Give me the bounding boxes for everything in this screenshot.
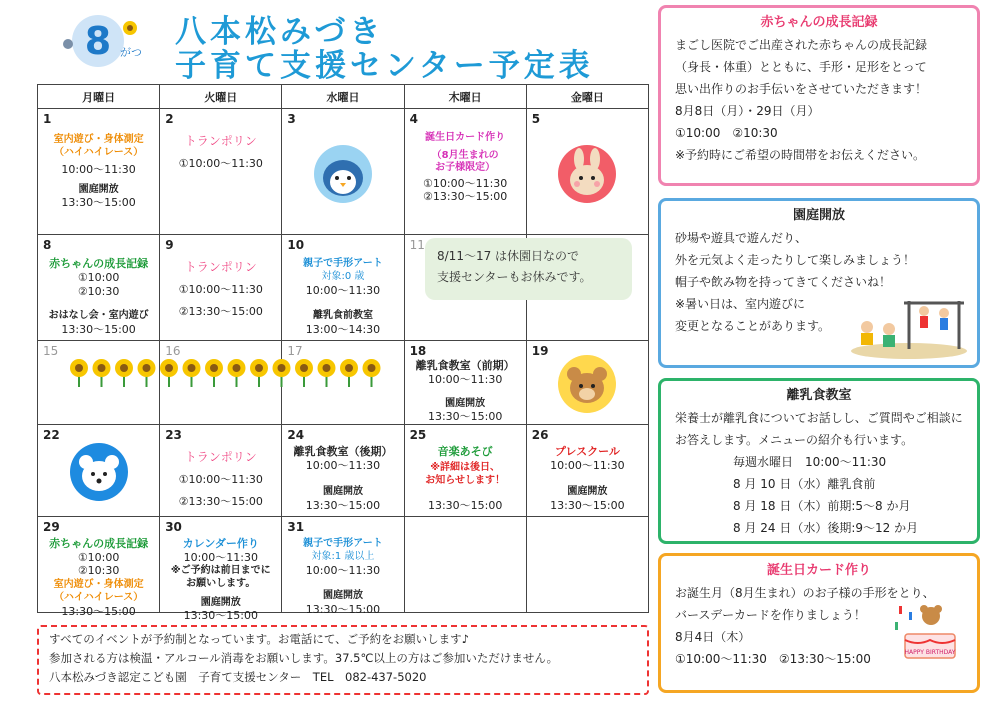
day-number: 31 [287,520,305,534]
day-number: 15 [43,344,59,358]
event-line: 赤ちゃんの成長記録 [49,537,149,550]
event-line: 10:00～11:30 [61,163,136,176]
event-line: 園庭開放 [322,590,363,601]
event-line: 10:00～11:30 [427,373,503,386]
box-line: 外を元気よく走ったりして楽しみましょう！ [675,253,916,267]
footer-line: 参加される方は検温・アルコール消毒をお願いします。37.5℃以上の方はご参加いただけません。 [49,651,559,665]
day-cell-4 [404,109,526,235]
event-line: 園庭開放 [445,398,486,409]
event-line: （ハイハイレース） [53,147,144,158]
day-cell-19 [526,341,648,425]
event-line: 音楽あそび [437,445,493,458]
holiday-note [425,238,632,300]
box-line: 栄養士が離乳食についてお話しし、ご質問やご相談に [675,411,963,425]
event-line: （ハイハイレース） [53,592,144,603]
day-number: 17 [287,344,303,358]
day-cell-3 [282,109,404,235]
event-line: 10:00～11:30 [305,459,381,472]
event-line: 10:00～11:30 [305,284,381,297]
event-line: トランポリン [184,134,257,148]
event-line: 13:00～14:30 [305,323,381,336]
sunflower-icon [138,359,156,387]
event-line: ①10:00 [77,551,120,564]
footer-line: 八本松みづき認定こども園 子育て支援センター TEL 082-437-5020 [49,670,427,684]
cake-text: HAPPY BIRTHDAY [904,649,956,656]
day-cell-10 [282,235,404,341]
page-title-line1: 八本松みづき [175,14,385,50]
event-line: ①10:00～11:30 [178,157,263,170]
sunflower-icon [93,359,111,387]
box-title: 離乳食教室 [786,388,852,403]
calendar-table [37,84,649,622]
sunflower-icon [183,359,201,387]
event-line: 10:00～11:30 [305,564,381,577]
event-line: 離乳食教室（前期） [415,359,515,372]
event-line: 13:30～15:00 [427,499,503,512]
event-line: ①10:00～11:30 [423,177,508,190]
weekday-header: 金曜日 [526,85,648,109]
sunflower-icon [340,359,358,387]
box-line: 8 月 18 日（木）前期:5～8 か月 [733,499,911,513]
day-cell-25 [404,425,526,517]
box-line: 8月8日（月）・29日（月） [675,104,820,118]
event-line: （8月生まれの [431,150,499,161]
event-line: 13:30～15:00 [61,196,136,209]
holiday-note-line: 支援センターもお休みです。 [437,270,592,284]
day-cell-26 [526,425,648,517]
box-title: 赤ちゃんの成長記録 [760,15,878,30]
event-line: 離乳食前教室 [312,310,373,321]
event-line: 対象:0 歳 [321,271,365,282]
box-line: まごし医院でご出産された赤ちゃんの成長記録 [675,38,928,52]
sunflower-icon [228,359,246,387]
bear-icon [557,354,617,414]
penguin-icon [313,144,373,204]
day-number: 24 [287,428,305,442]
day-number: 18 [409,344,427,358]
event-line: 10:00～11:30 [550,459,625,472]
box-line: ①10:00 ②10:30 [675,126,778,140]
event-line: プレスクール [554,445,620,458]
holiday-note-line: 8/11～17 は休園日なので [437,249,580,263]
day-cell-31 [282,517,404,616]
weekday-header: 水曜日 [282,85,404,109]
day-number: 25 [409,428,427,442]
empty-cell [526,517,648,613]
sunflower-icon [205,359,223,387]
day-number: 16 [165,344,181,358]
event-line: ①10:00 [77,271,120,284]
day-number: 10 [287,238,305,252]
sunflower-icon [250,359,268,387]
sunflower-icon [363,359,381,387]
baby-food-class-box [658,378,980,544]
box-line: 帽子や飲み物を持ってきてくださいね！ [675,275,892,289]
event-line: ①10:00～11:30 [178,473,263,486]
day-number: 9 [165,238,174,252]
event-line: 園庭開放 [567,486,608,497]
event-line: 誕生日カード作り [425,132,506,143]
rabbit-icon [557,144,617,204]
box-line: 8 月 24 日（水）後期:9～12 か月 [733,521,919,535]
day-cell-18 [404,341,526,425]
event-line: ※詳細は後日、 [430,462,501,473]
event-line: 対象:1 歳以上 [311,551,375,562]
event-line: お願いします。 [186,578,256,589]
page-title-line2: 子育て支援センター予定表 [175,48,594,84]
day-cell-5 [526,109,648,235]
box-title: 誕生日カード作り [766,563,871,578]
day-cell-2 [160,109,282,235]
birthday-cake-icon [891,602,961,668]
sunflower-icon [115,359,133,387]
day-number: 30 [165,520,182,534]
month-unit: がつ [120,46,142,59]
event-line: 13:30～15:00 [305,499,381,512]
weekday-header: 木曜日 [404,85,526,109]
day-cell-29 [38,517,160,618]
day-number: 2 [165,112,174,126]
day-number: 22 [43,428,60,442]
box-line: 変更となることがあります。 [675,319,831,333]
event-line: 赤ちゃんの成長記録 [49,257,149,270]
box-line: 思い出作りのお手伝いをさせていただきます！ [675,82,928,96]
footer-notice [37,625,649,695]
day-number: 5 [531,112,541,126]
sunflower-icon [160,359,178,387]
box-line: お答えします。メニューの紹介も行います。 [675,433,914,447]
footer-line: すべてのイベントが予約制となっています。お電話にて、ご予約をお願いします♪ [49,632,469,646]
sunflower-row [68,357,388,387]
sunflower-icon [295,359,313,387]
polar-bear-icon [69,442,129,502]
box-line: （身長・体重）とともに、手形・足形をとって [675,60,927,74]
day-number: 19 [531,344,549,358]
event-line: ②13:30～15:00 [178,495,263,508]
month-number: 8 [84,19,112,63]
box-line: 8月4日（木） [675,630,751,644]
sunflower-icon [123,21,137,35]
box-line: バースデーカードを作りましょう！ [675,608,866,622]
event-line: 園庭開放 [322,486,363,497]
box-line: お誕生月（8月生まれ）のお子様の手形をとり、 [675,586,935,600]
day-number: 8 [43,238,52,252]
month-logo [58,8,148,70]
growth-record-box [658,5,980,186]
weekday-header: 火曜日 [160,85,282,109]
event-line: 13:30～15:00 [550,499,625,512]
day-number: 3 [287,112,296,126]
event-line: 13:30～15:00 [305,603,381,616]
garden-open-box [658,198,980,368]
day-number: 1 [43,112,52,126]
event-line: ①10:00～11:30 [178,283,263,296]
event-line: 親子で手形アート [303,538,383,549]
event-line: ※ご予約は前日までに [170,565,271,576]
birthday-card-box [658,553,980,693]
event-line: トランポリン [184,260,257,274]
day-cell-23 [160,425,282,517]
event-line: おはなし会・室内遊び [48,310,149,321]
day-number: 26 [531,428,549,442]
weekday-header: 月曜日 [38,85,160,109]
day-number: 23 [165,428,182,442]
event-line: ②13:30～15:00 [423,190,508,203]
event-line: ②13:30～15:00 [178,305,263,318]
event-line: 親子で手形アート [303,258,383,269]
event-line: 13:30～15:00 [61,323,136,336]
sunflower-icon [273,359,291,387]
sunflower-icon [70,359,88,387]
day-number: 11 [409,238,425,252]
box-line: ※暑い日は、室内遊びに [675,297,806,311]
event-line: 園庭開放 [78,184,119,195]
event-line: 13:30～15:00 [61,605,136,618]
event-line: 10:00～11:30 [183,551,258,564]
box-line: ①10:00～11:30 ②13:30～15:00 [675,652,871,666]
box-line: 砂場や遊具で遊んだり、 [675,231,808,245]
day-cell-24 [282,425,404,517]
day-cell-22 [38,425,160,517]
empty-cell [404,517,526,613]
event-line: お知らせします！ [425,475,505,486]
day-cell-30 [160,517,282,622]
day-cell-9 [160,235,282,341]
box-line: ※予約時にご希望の時間帯をお伝えください。 [675,148,926,162]
event-line: ②10:30 [77,285,120,298]
event-line: 室内遊び・身体測定 [53,134,144,145]
event-line: 園庭開放 [200,597,241,608]
day-cell-8 [38,235,160,341]
event-line: 離乳食教室（後期） [293,445,393,458]
box-line: 毎週水曜日 10:00～11:30 [733,455,887,469]
event-line: 13:30～15:00 [427,410,503,423]
event-line: トランポリン [184,450,257,464]
event-line: 13:30～15:00 [183,609,258,622]
bug-icon [63,39,73,49]
event-line: ②10:30 [77,564,120,577]
box-line: 8 月 10 日（水）離乳食前 [733,477,876,491]
event-line: カレンダー作り [182,537,259,550]
sunflower-icon [318,359,336,387]
playground-kids-icon [849,291,969,359]
day-cell-1 [38,109,160,235]
day-number: 29 [43,520,60,534]
event-line: お子様限定） [435,162,496,173]
day-number: 4 [409,112,418,126]
box-title: 園庭開放 [792,208,845,223]
event-line: 室内遊び・身体測定 [53,579,144,590]
